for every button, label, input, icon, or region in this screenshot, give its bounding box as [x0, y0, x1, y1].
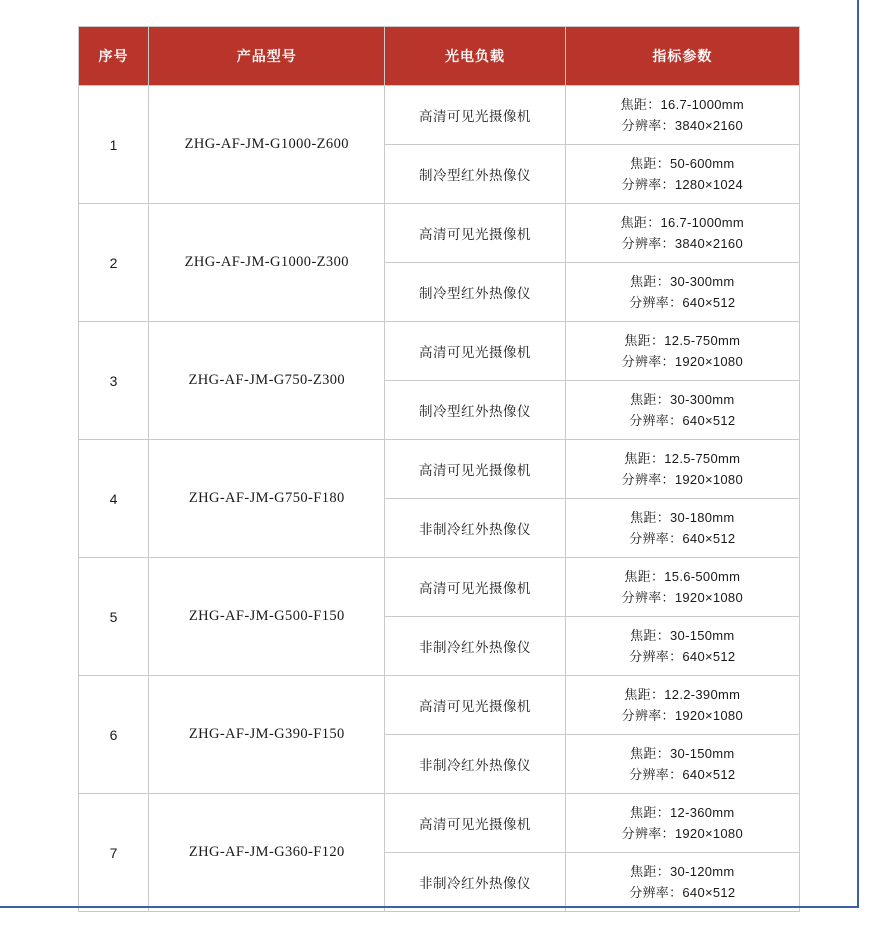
cell-payload: 非制冷红外热像仪: [385, 499, 565, 558]
table-row: [79, 794, 800, 853]
column-header-model: 产品型号: [149, 27, 385, 86]
cell-index: 7: [79, 794, 149, 912]
cell-model: ZHG-AF-JM-G360-F120: [149, 794, 385, 912]
param-resolution: 分辨率：1920×1080: [621, 472, 743, 487]
cell-parameters: [565, 676, 799, 735]
param-resolution: 分辨率：640×512: [629, 295, 736, 310]
cell-index: 2: [79, 204, 149, 322]
param-resolution: 分辨率：1280×1024: [621, 177, 743, 192]
product-spec-table: [78, 26, 800, 912]
param-focal-length: 焦距：12.5-750mm: [624, 450, 741, 466]
param-resolution: 分辨率：1920×1080: [621, 590, 743, 605]
cell-model: ZHG-AF-JM-G390-F150: [149, 676, 385, 794]
cell-payload: 高清可见光摄像机: [385, 558, 565, 617]
cell-payload: 高清可见光摄像机: [385, 322, 565, 381]
table-header: [79, 27, 800, 86]
param-focal-length: 焦距：30-300mm: [630, 391, 735, 407]
cell-parameters: [565, 204, 799, 263]
accent-line-vertical: [857, 0, 859, 908]
cell-index: 3: [79, 322, 149, 440]
column-header-payload: 光电负载: [385, 27, 565, 86]
accent-line-horizontal: [0, 906, 859, 908]
cell-parameters: [565, 263, 799, 322]
param-resolution: 分辨率：640×512: [629, 767, 736, 782]
cell-payload: 非制冷红外热像仪: [385, 617, 565, 676]
table-header-row: [79, 27, 800, 86]
param-focal-length: 焦距：30-150mm: [630, 627, 735, 643]
param-resolution: 分辨率：3840×2160: [621, 236, 743, 251]
cell-payload: 非制冷红外热像仪: [385, 853, 565, 912]
cell-payload: 制冷型红外热像仪: [385, 145, 565, 204]
table-row: [79, 558, 800, 617]
cell-parameters: [565, 794, 799, 853]
cell-parameters: [565, 558, 799, 617]
param-focal-length: 焦距：12.5-750mm: [624, 332, 741, 348]
param-resolution: 分辨率：3840×2160: [621, 118, 743, 133]
table-row: [79, 322, 800, 381]
cell-model: ZHG-AF-JM-G1000-Z300: [149, 204, 385, 322]
param-resolution: 分辨率：640×512: [629, 413, 736, 428]
param-resolution: 分辨率：640×512: [629, 649, 736, 664]
spec-table-container: [78, 26, 800, 912]
param-focal-length: 焦距：16.7-1000mm: [620, 214, 745, 230]
param-focal-length: 焦距：30-180mm: [630, 509, 735, 525]
cell-index: 6: [79, 676, 149, 794]
cell-model: ZHG-AF-JM-G500-F150: [149, 558, 385, 676]
cell-model: ZHG-AF-JM-G1000-Z600: [149, 86, 385, 204]
cell-index: 5: [79, 558, 149, 676]
cell-index: 4: [79, 440, 149, 558]
param-resolution: 分辨率：1920×1080: [621, 826, 743, 841]
param-focal-length: 焦距：30-120mm: [630, 863, 735, 879]
cell-parameters: [565, 86, 799, 145]
table-row: [79, 204, 800, 263]
param-resolution: 分辨率：1920×1080: [621, 708, 743, 723]
param-resolution: 分辨率：640×512: [629, 885, 736, 900]
cell-payload: 制冷型红外热像仪: [385, 263, 565, 322]
cell-parameters: [565, 735, 799, 794]
param-focal-length: 焦距：15.6-500mm: [624, 568, 741, 584]
cell-parameters: [565, 440, 799, 499]
param-focal-length: 焦距：12.2-390mm: [624, 686, 741, 702]
table-row: [79, 86, 800, 145]
param-focal-length: 焦距：16.7-1000mm: [620, 96, 745, 112]
cell-parameters: [565, 853, 799, 912]
cell-parameters: [565, 145, 799, 204]
column-header-index: 序号: [79, 27, 149, 86]
param-resolution: 分辨率：640×512: [629, 531, 736, 546]
cell-parameters: [565, 381, 799, 440]
param-focal-length: 焦距：50-600mm: [630, 155, 735, 171]
cell-payload: 高清可见光摄像机: [385, 204, 565, 263]
cell-payload: 高清可见光摄像机: [385, 676, 565, 735]
cell-index: 1: [79, 86, 149, 204]
column-header-parameters: 指标参数: [565, 27, 799, 86]
param-focal-length: 焦距：30-300mm: [630, 273, 735, 289]
table-body: [79, 86, 800, 912]
cell-parameters: [565, 322, 799, 381]
cell-payload: 制冷型红外热像仪: [385, 381, 565, 440]
table-row: [79, 440, 800, 499]
cell-model: ZHG-AF-JM-G750-Z300: [149, 322, 385, 440]
cell-payload: 高清可见光摄像机: [385, 86, 565, 145]
cell-parameters: [565, 499, 799, 558]
param-focal-length: 焦距：12-360mm: [630, 804, 735, 820]
cell-payload: 非制冷红外热像仪: [385, 735, 565, 794]
param-focal-length: 焦距：30-150mm: [630, 745, 735, 761]
cell-parameters: [565, 617, 799, 676]
table-row: [79, 676, 800, 735]
param-resolution: 分辨率：1920×1080: [621, 354, 743, 369]
cell-payload: 高清可见光摄像机: [385, 440, 565, 499]
cell-payload: 高清可见光摄像机: [385, 794, 565, 853]
cell-model: ZHG-AF-JM-G750-F180: [149, 440, 385, 558]
